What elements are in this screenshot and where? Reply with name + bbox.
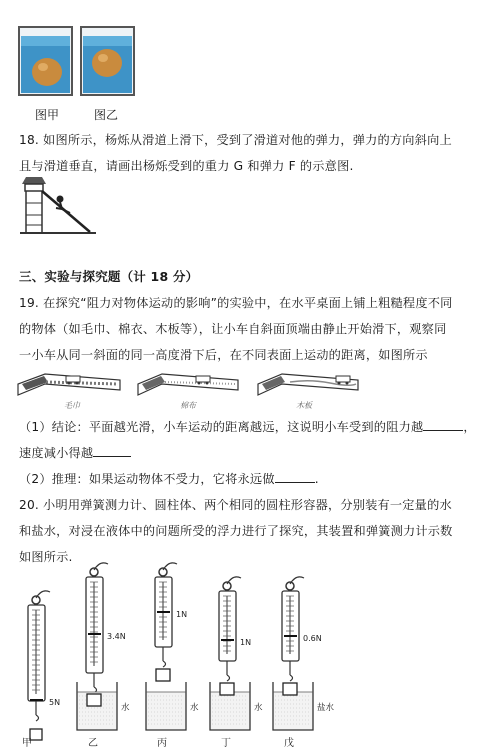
spring-scale-3 — [146, 563, 199, 749]
caption-jia: 图甲 — [35, 108, 60, 122]
liquid-label-4: 水 — [254, 703, 263, 713]
blank-resistance[interactable] — [423, 417, 463, 431]
ramp-cotton — [138, 374, 238, 395]
label-wood: 木板 — [296, 401, 312, 410]
liquid-label-2: 水 — [121, 703, 130, 713]
blank-speed[interactable] — [93, 443, 131, 457]
q19-part1-line1 — [19, 414, 476, 440]
label-cotton: 棉布 — [180, 401, 196, 410]
egg-figure — [0, 0, 504, 130]
q19-line1: 19. 在探究“阻力对物体运动的影响”的实验中，在水平桌面上铺上粗糙程度不同 — [19, 296, 453, 310]
liquid-label-3: 水 — [190, 703, 199, 713]
blank-motion[interactable] — [275, 469, 315, 483]
ramp-wood — [258, 374, 358, 395]
q19-part1-text-b: 速度减小得越 — [19, 446, 94, 460]
q19-line2: 的物体（如毛巾、棉衣、木板等），让小车自斜面顶端由静止开始滑下，观察同 — [19, 322, 447, 336]
cylinder-2 — [87, 694, 101, 706]
spring-scale-2 — [77, 563, 130, 749]
ramp-figure — [0, 362, 504, 412]
q19-part2 — [19, 466, 319, 492]
label-towel: 毛巾 — [64, 401, 80, 410]
egg-jia — [32, 58, 62, 86]
spring-scale-5 — [273, 577, 335, 749]
cylinder-4 — [220, 683, 234, 695]
spring-scale-1 — [22, 591, 60, 749]
q19-part1-end: ， — [463, 420, 476, 434]
scale-caption-3: 丙 — [157, 738, 167, 749]
q20-line2: 和盐水，对浸在液体中的问题所受的浮力进行了探究，其装置和弹簧测力计示数 — [19, 524, 453, 538]
scale-caption-1: 甲 — [22, 738, 32, 749]
q18-line2: 且与滑道垂直，请画出杨烁受到的重力 G 和弹力 F 的示意图. — [19, 159, 354, 173]
q20-line3: 如图所示. — [19, 550, 73, 564]
egg-yi — [92, 49, 122, 77]
reading-1: 5N — [49, 698, 61, 707]
reading-4: 1N — [240, 638, 252, 647]
section-title: 三、实验与探究题（计 18 分） — [19, 269, 199, 284]
q19-part2-end: . — [314, 472, 319, 486]
reading-3: 1N — [176, 610, 188, 619]
reading-5: 0.6N — [303, 634, 322, 643]
q20-line1: 20. 小明用弹簧测力计、圆柱体、两个相同的圆柱形容器，分别装有一定量的水 — [19, 498, 452, 512]
scale-caption-4: 丁 — [221, 738, 231, 749]
q18-line1: 18. 如图所示，杨烁从滑道上滑下，受到了滑道对他的弹力，弹力的方向斜向上 — [19, 133, 452, 147]
reading-2: 3.4N — [107, 632, 126, 641]
cylinder-5 — [283, 683, 297, 695]
q19-part1-text: （1）结论：平面越光滑，小车运动的距离越远，这说明小车受到的阻力越 — [19, 420, 424, 434]
cylinder-3 — [156, 669, 170, 681]
ramp-towel — [18, 374, 120, 395]
liquid-label-5: 盐水 — [317, 703, 335, 713]
scale-caption-5: 戊 — [284, 738, 294, 749]
beaker-yi — [81, 27, 134, 95]
slider-person — [57, 196, 64, 203]
q19-part2-text: （2）推理：如果运动物体不受力，它将永远做 — [19, 472, 275, 486]
beaker-jia — [19, 27, 72, 95]
spring-scale-4 — [210, 577, 263, 749]
slide-figure — [0, 175, 100, 240]
q19-part1-line2 — [19, 440, 131, 466]
caption-yi: 图乙 — [94, 108, 119, 122]
scale-caption-2: 乙 — [88, 738, 98, 749]
spring-scale-figure — [0, 560, 504, 756]
q19-line3: 一小车从同一斜面的同一高度滑下后，在不同表面上运动的距离，如图所示 — [19, 348, 428, 362]
